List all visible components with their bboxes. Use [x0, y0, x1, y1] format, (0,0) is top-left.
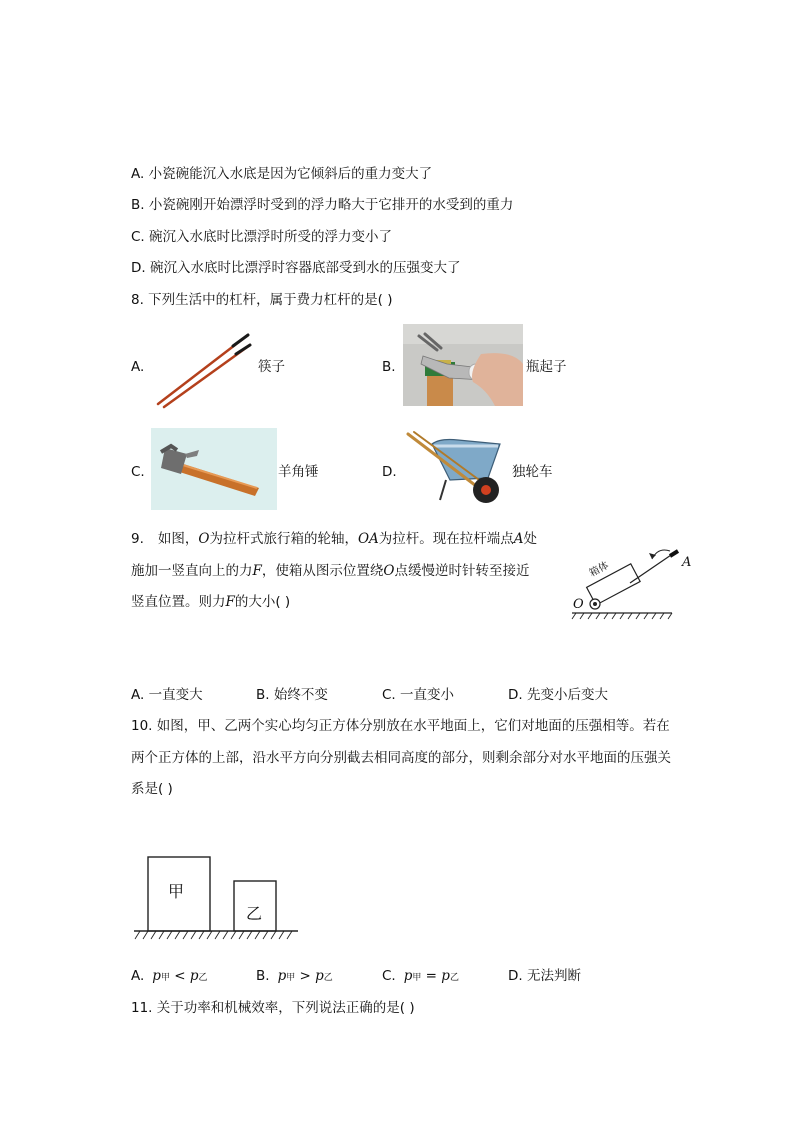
subscript: 乙 — [198, 973, 208, 983]
var-p: p — [189, 968, 199, 984]
q7-option-b: B. 小瓷碗刚开始漂浮时受到的浮力略大于它排开的水受到的重力 — [131, 197, 514, 213]
q8-option-b-letter: B. — [382, 359, 396, 375]
q9-option-c: C. 一直变小 — [382, 687, 455, 703]
q9-text: 施加一竖直向上的力 — [131, 563, 253, 579]
q9-line-2 — [131, 561, 529, 581]
q9-var-o: O — [198, 531, 210, 547]
q9-text: 为拉杆。现在拉杆端点 — [378, 531, 514, 547]
claw-hammer-image — [151, 428, 277, 510]
option-letter: B. — [256, 968, 270, 984]
relation: < — [169, 968, 190, 984]
cube-jia-label: 甲 — [168, 882, 185, 901]
q10-option-b — [256, 966, 333, 988]
var-p: p — [152, 968, 161, 984]
q8-option-a-letter: A. — [131, 359, 145, 375]
q9-option-b: B. 始终不变 — [256, 687, 328, 703]
q9-var-oa: OA — [357, 531, 379, 547]
q9-text: 点缓慢逆时针转至接近 — [394, 563, 530, 579]
q7-option-a: A. 小瓷碗能沉入水底是因为它倾斜后的重力变大了 — [131, 166, 433, 182]
point-a-label: A — [682, 555, 692, 570]
subscript: 乙 — [323, 973, 333, 983]
q9-var-a: A — [513, 531, 524, 547]
suitcase-box-label: 箱体 — [587, 560, 611, 580]
q9-text: 为拉杆式旅行箱的轮轴， — [209, 531, 358, 547]
q8-option-d-label: 独轮车 — [512, 464, 553, 480]
q9-line-1 — [131, 529, 537, 549]
subscript: 甲 — [160, 973, 170, 983]
q9-number: 9. — [131, 531, 144, 547]
option-letter: A. — [131, 968, 145, 984]
q9-text: 的大小( ) — [234, 594, 291, 610]
option-letter: C. — [382, 968, 396, 984]
q8-option-b-label: 瓶起子 — [526, 359, 567, 375]
var-p: p — [315, 968, 324, 984]
suitcase-figure — [566, 545, 694, 623]
bottle-opener-image — [403, 324, 523, 406]
q8-option-c-label: 羊角锤 — [278, 464, 319, 480]
q9-line-3 — [131, 592, 290, 612]
q9-option-d: D. 先变小后变大 — [508, 687, 608, 703]
point-o-label: O — [573, 597, 584, 612]
q11-stem: 11. 关于功率和机械效率，下列说法正确的是( ) — [131, 1000, 415, 1016]
var-p: p — [441, 968, 450, 984]
q8-option-d-letter: D. — [382, 464, 397, 480]
q8-option-c-letter: C. — [131, 464, 145, 480]
q10-line-2: 两个正方体的上部，沿水平方向分别截去相同高度的部分，则剩余部分对水平地面的压强关 — [131, 750, 671, 766]
q9-var-f: F — [225, 594, 235, 610]
q9-var-f: F — [252, 563, 262, 579]
chopsticks-image — [150, 325, 255, 409]
q8-stem: 8. 下列生活中的杠杆，属于费力杠杆的是( ) — [131, 292, 393, 308]
q10-line-1: 10. 如图，甲、乙两个实心均匀正方体分别放在水平地面上，它们对地面的压强相等。若在 — [131, 718, 670, 734]
q10-option-c — [382, 966, 459, 988]
q10-line-3: 系是( ) — [131, 781, 173, 797]
q10-option-d: D. 无法判断 — [508, 968, 581, 984]
var-p: p — [277, 968, 287, 984]
subscript: 乙 — [449, 973, 459, 983]
relation: > — [295, 968, 316, 984]
cube-yi-label: 乙 — [246, 904, 263, 923]
relation: = — [421, 968, 442, 984]
wheelbarrow-image — [404, 430, 508, 508]
q9-text: ，使箱从图示位置绕 — [261, 563, 384, 579]
q9-var-o: O — [383, 563, 395, 579]
q9-text: 处 — [523, 531, 538, 547]
q9-text: 如图， — [157, 531, 199, 547]
q9-text: 竖直位置。则力 — [131, 594, 226, 610]
q10-option-a — [131, 966, 208, 988]
var-p: p — [403, 968, 413, 984]
q7-option-d: D. 碗沉入水底时比漂浮时容器底部受到水的压强变大了 — [131, 260, 461, 276]
subscript: 甲 — [286, 973, 296, 983]
q8-option-a-label: 筷子 — [258, 359, 285, 375]
subscript: 甲 — [412, 973, 422, 983]
cubes-figure — [132, 855, 302, 947]
q7-option-c: C. 碗沉入水底时比漂浮时所受的浮力变小了 — [131, 229, 393, 245]
q9-option-a: A. 一直变大 — [131, 687, 203, 703]
